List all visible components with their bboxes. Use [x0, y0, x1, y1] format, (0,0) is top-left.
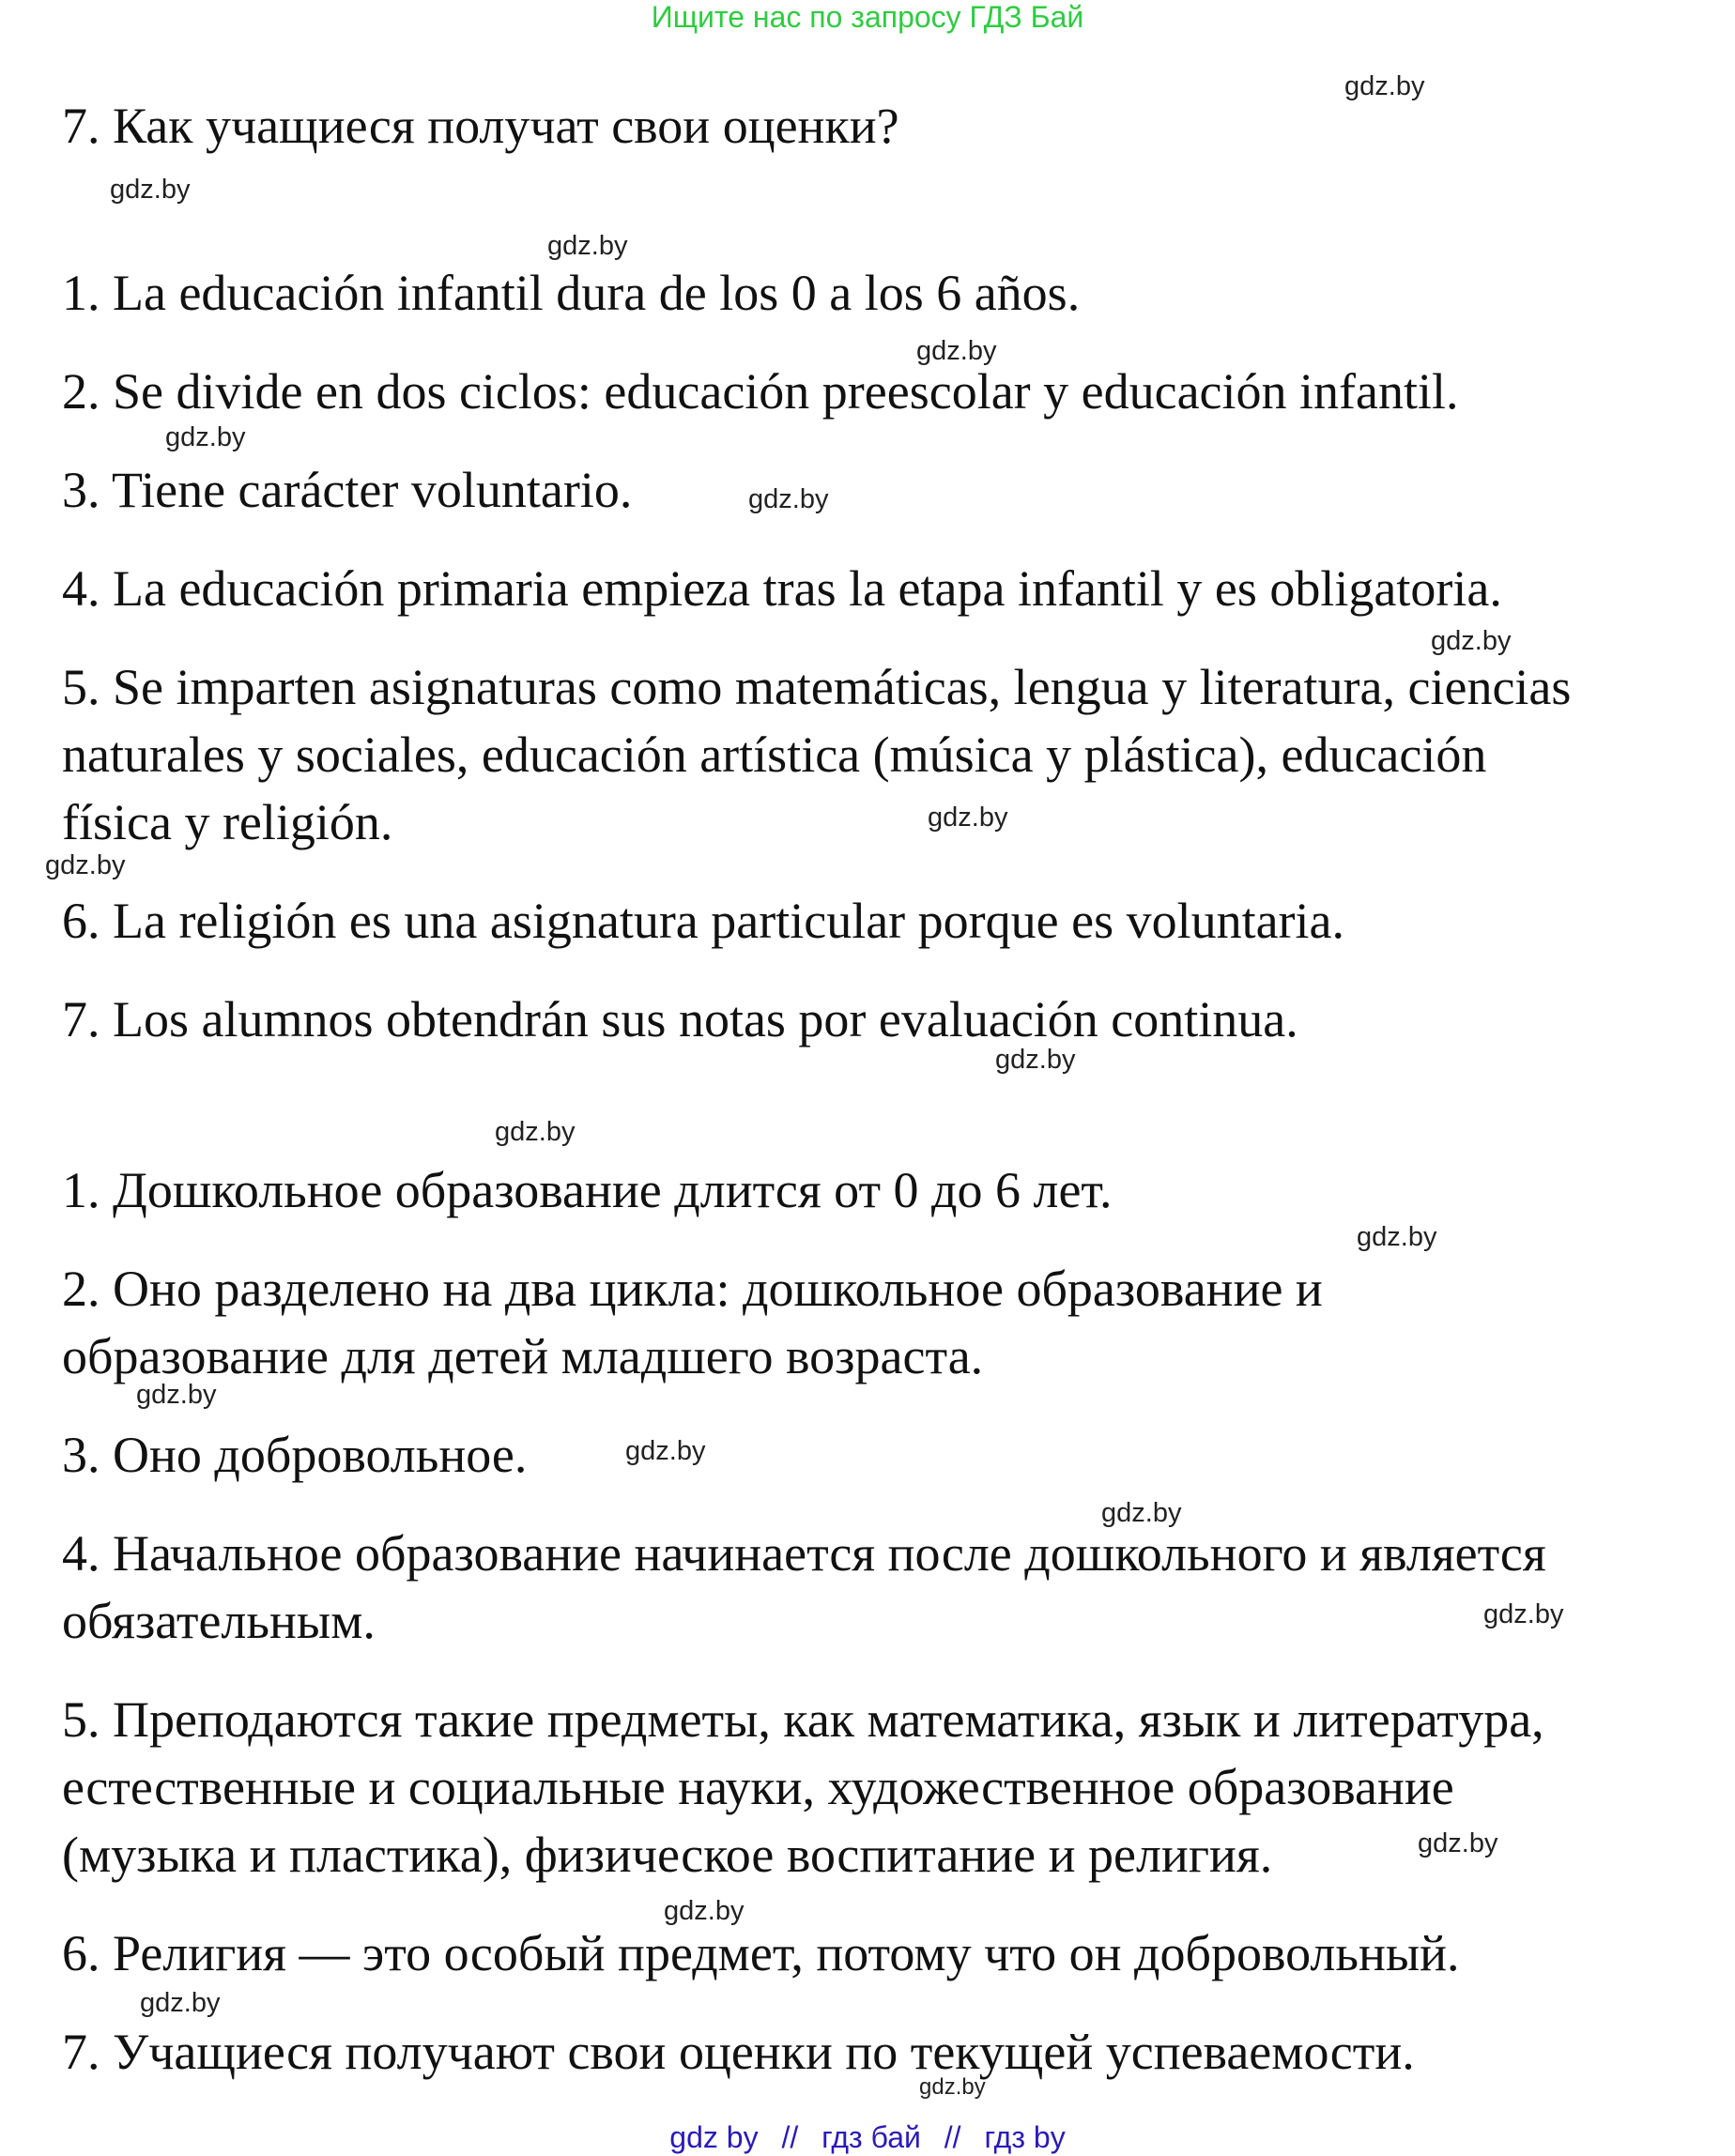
question-text: 7. Как учащиеся получат свои оценки?: [62, 98, 899, 154]
watermark: gdz.by: [1101, 1498, 1182, 1528]
watermark: gdz.by: [136, 1380, 217, 1410]
watermark: gdz.by: [1483, 1599, 1564, 1629]
watermark: gdz.by: [140, 1988, 221, 2018]
russian-answer-1: 1. Дошкольное образование длится от 0 до 6 лет.: [62, 1162, 1113, 1218]
russian-answer-5-line-3: (музыка и пластика), физическое воспитание и религия.: [62, 1827, 1273, 1883]
spanish-answer-1: 1. La educación infantil dura de los 0 a los 6 años.: [62, 265, 1081, 321]
spanish-answer-4: 4. La educación primaria empieza tras la etapa infantil y es obligatoria.: [62, 560, 1502, 617]
watermark: gdz.by: [664, 1896, 745, 1926]
watermark: gdz.by: [916, 336, 997, 366]
footer-links: [0, 2118, 1735, 2156]
russian-answer-5-line-1: 5. Преподаются такие предметы, как математика, язык и литература,: [62, 1691, 1544, 1748]
watermark: gdz.by: [625, 1436, 706, 1466]
russian-answer-6: 6. Религия — это особый предмет, потому что он добровольный.: [62, 1925, 1460, 1981]
spanish-answer-3: 3. Tiene carácter voluntario.: [62, 462, 633, 518]
watermark: gdz.by: [1418, 1828, 1498, 1858]
watermark: gdz.by: [45, 850, 126, 880]
watermark: gdz.by: [547, 231, 628, 261]
footer-separator: //: [944, 2120, 961, 2154]
russian-answer-4-line-2: обязательным.: [62, 1593, 376, 1649]
footer-link-gdz-bai[interactable]: гдз бай: [821, 2120, 921, 2154]
spanish-answer-7: 7. Los alumnos obtendrán sus notas por evaluación continua.: [62, 991, 1298, 1047]
russian-answer-2-line-2: образование для детей младшего возраста.: [62, 1328, 984, 1384]
watermark: gdz.by: [165, 422, 246, 452]
watermark: gdz.by: [1344, 71, 1425, 101]
footer-link-gdz-by[interactable]: gdz by: [669, 2120, 759, 2154]
watermark: gdz.by: [110, 175, 191, 205]
watermark: gdz.by: [1357, 1222, 1437, 1252]
watermark: gdz.by: [928, 803, 1008, 833]
watermark: gdz.by: [995, 1045, 1076, 1075]
spanish-answer-5-line-2: naturales y sociales, educación artística (música y plástica), educación: [62, 726, 1487, 783]
spanish-answer-5-line-3: física y religión.: [62, 794, 393, 850]
spanish-answer-5-line-1: 5. Se imparten asignaturas como matemáticas, lengua y literatura, ciencias: [62, 659, 1572, 715]
watermark: gdz.by: [1431, 626, 1512, 656]
watermark: gdz.by: [748, 484, 829, 514]
russian-answer-5-line-2: естественные и социальные науки, художественное образование: [62, 1759, 1454, 1815]
watermark: gdz.by: [495, 1117, 576, 1147]
spanish-answer-6: 6. La religión es una asignatura particular porque es voluntaria.: [62, 893, 1345, 949]
russian-answer-4-line-1: 4. Начальное образование начинается после дошкольного и является: [62, 1525, 1546, 1582]
spanish-answer-2: 2. Se divide en dos ciclos: educación preescolar y educación infantil.: [62, 363, 1459, 420]
russian-answer-7: 7. Учащиеся получают свои оценки по текущей успеваемости.: [62, 2024, 1415, 2080]
watermark: gdz.by: [919, 2074, 986, 2100]
russian-answer-3: 3. Оно добровольное.: [62, 1427, 528, 1483]
footer-separator: //: [781, 2120, 799, 2154]
russian-answer-2-line-1: 2. Оно разделено на два цикла: дошкольное образование и: [62, 1261, 1323, 1317]
footer-link-gdz-by-2[interactable]: гдз by: [984, 2120, 1066, 2154]
top-banner: Ищите нас по запросу ГДЗ Бай: [651, 0, 1084, 34]
